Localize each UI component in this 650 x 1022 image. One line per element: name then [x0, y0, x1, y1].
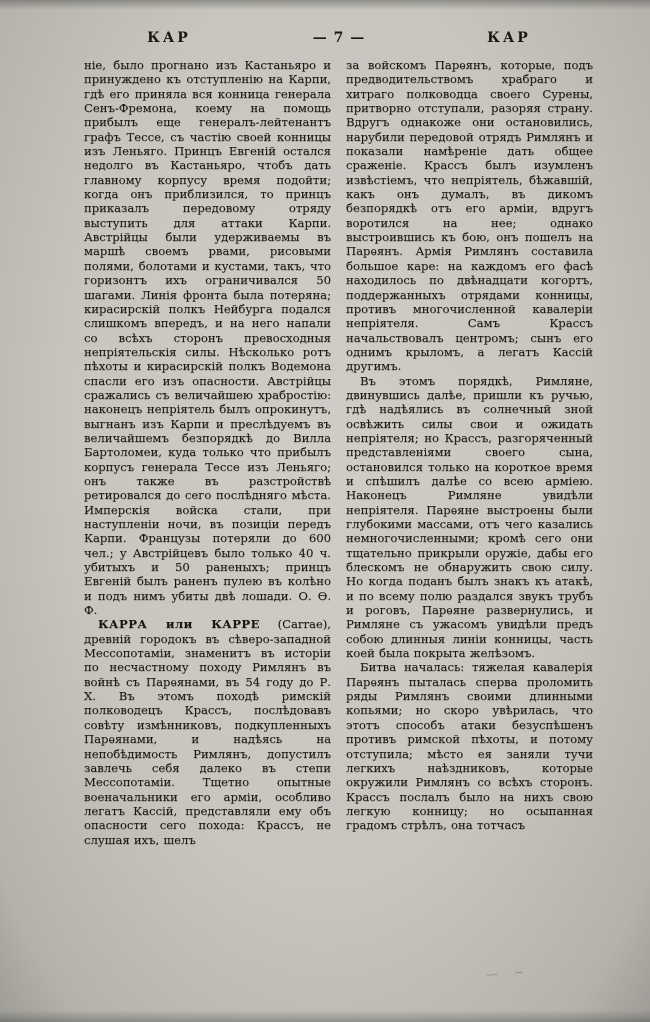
scan-edge-top [0, 0, 650, 10]
page-number: — 7 — [312, 30, 366, 46]
paragraph: ніе, было прогнано изъ Кастаньяро и принуждено къ отступленію на Карпи, гдѣ его приняла вся конница генерала Сенъ-Фремона, коему на помощь прибылъ еще генералъ-лейтенантъ графъ Тессе, съ частію своей конницы изъ Леньяго. Принцъ Евгеній остался недолго въ Кастаньяро, чтобъ дать главному корпусу время подойти; когда онъ приблизился, то принцъ приказалъ передовому отряду выступить для аттаки Карпи. Австрійцы были удерживаемы въ маршѣ своемъ рвами, рисовыми полями, болотами и кустами, такъ, что горизонтъ ихъ ограничивался 50 шагами. Линія фронта была потеряна; кирасирскій полкъ Нейбурга подался слишкомъ впередъ, и на него напали со всѣхъ сторонъ превосходныя непріятельскія силы. Нѣсколько ротъ пѣхоты и кирасирскій полкъ Водемона спасли его изъ опасности. Австрійцы сражались съ величайшею храбростію: наконецъ непріятель былъ опрокинутъ, выгнанъ изъ Карпи и преслѣдуемъ въ величайшемъ безпорядкѣ до Вилла Бартоломеи, куда только что прибылъ корпусъ генерала Тессе изъ Леньяго; онъ также въ разстройствѣ ретировался до сего послѣдняго мѣста. Имперскія войска стали, при наступленіи ночи, въ позиціи передъ Карпи. Французы потеряли до 600 чел.; у Австрійцевъ было только 40 ч. убитыхъ и 50 раненыхъ; принцъ Евгеній былъ раненъ пулею въ колѣно и подъ нимъ убиты двѣ лошади. О. Ѳ. Ф. [84, 58, 331, 618]
scan-edge-bottom [0, 1010, 650, 1022]
running-head [84, 30, 594, 46]
text-columns [84, 58, 594, 847]
page-content [84, 30, 594, 847]
paragraph: за войскомъ Парѳянъ, которые, подъ предводительствомъ храбраго и хитраго полководца своего Сурены, притворно отступали, разоряя страну. Вдругъ однакоже они остановились, нарубили передовой отрядъ Римлянъ и показали намѣреніе дать общее сраженіе. Крассъ былъ изумленъ извѣстіемъ, что непріятель, бѣжавшій, какъ онъ думалъ, въ дикомъ безпорядкѣ отъ его арміи, вдругъ воротился на нее; однако выстроившись къ бою, онъ пошелъ на Парѳянъ. Армія Римлянъ составила большое каре: на каждомъ его фасѣ находилось по двѣнадцати когортъ, поддержанныхъ отрядами конницы, противъ многочисленной кавалеріи непріятеля. Самъ Крассъ начальствовалъ центромъ; сынъ его однимъ крыломъ, а легатъ Кассій другимъ. [346, 58, 593, 374]
column-left [84, 58, 331, 847]
pencil-marks: — ~ [485, 964, 531, 982]
paragraph: Битва началась: тяжелая кавалерія Парѳянъ пыталась сперва проломить ряды Римлянъ своими длинными копьями; но скоро увѣрилась, что этотъ способъ атаки безуспѣшенъ противъ римской пѣхоты, и потому отступила; мѣсто ея заняли тучи легкихъ наѣздниковъ, которые окружили Римлянъ со всѣхъ сторонъ. Крассъ послалъ было на нихъ свою легкую конницу; но осыпанная градомъ стрѣлъ, она тотчасъ [346, 660, 593, 833]
column-right [346, 58, 593, 847]
paragraph: КАРРА или КАРРЕ (Carrae), древній городокъ въ сѣверо-западной Мессопотаміи, знаменитъ въ исторіи по несчастному походу Римлянъ въ войнѣ съ Парѳянами, въ 54 году до Р. Х. Въ этомъ походѣ римскій полководецъ Крассъ, послѣдовавъ совѣту измѣнниковъ, подкупленныхъ Парѳянами, и надѣясь на непобѣдимость Римлянъ, допустилъ завлечь себя далеко въ степи Мессопотаміи. Тщетно опытные военачальники его арміи, особливо легатъ Кассій, представляли ему объ опасности сего похода: Крассъ, не слушая ихъ, шелъ [84, 617, 331, 847]
running-head-left: КАР [147, 30, 191, 46]
entry-headword: КАРРА или КАРРЕ [98, 617, 260, 632]
paragraph: Въ этомъ порядкѣ, Римляне, двинувшись далѣе, пришли къ ручью, гдѣ надѣялись въ солнечный зной освѣжить силы свои и ожидать непріятеля; но Крассъ, разгоряченный представленіями своего сына, остановился только на короткое время и спѣшилъ далѣе со всею арміею. Наконецъ Римляне увидѣли непріятеля. Парѳяне выстроены были глубокими массами, отъ чего казались немногочисленными; кромѣ сего они тщательно прикрыли оружіе, дабы его блескомъ не обнаружить свою силу. Но когда поданъ былъ знакъ къ атакѣ, и по всему полю раздался звукъ трубъ и роговъ, Парѳяне развернулись, и Римляне съ ужасомъ увидѣли предъ собою длинныя линіи конницы, часть коей была покрыта желѣзомъ. [346, 373, 593, 661]
running-head-right: КАР [487, 30, 531, 46]
